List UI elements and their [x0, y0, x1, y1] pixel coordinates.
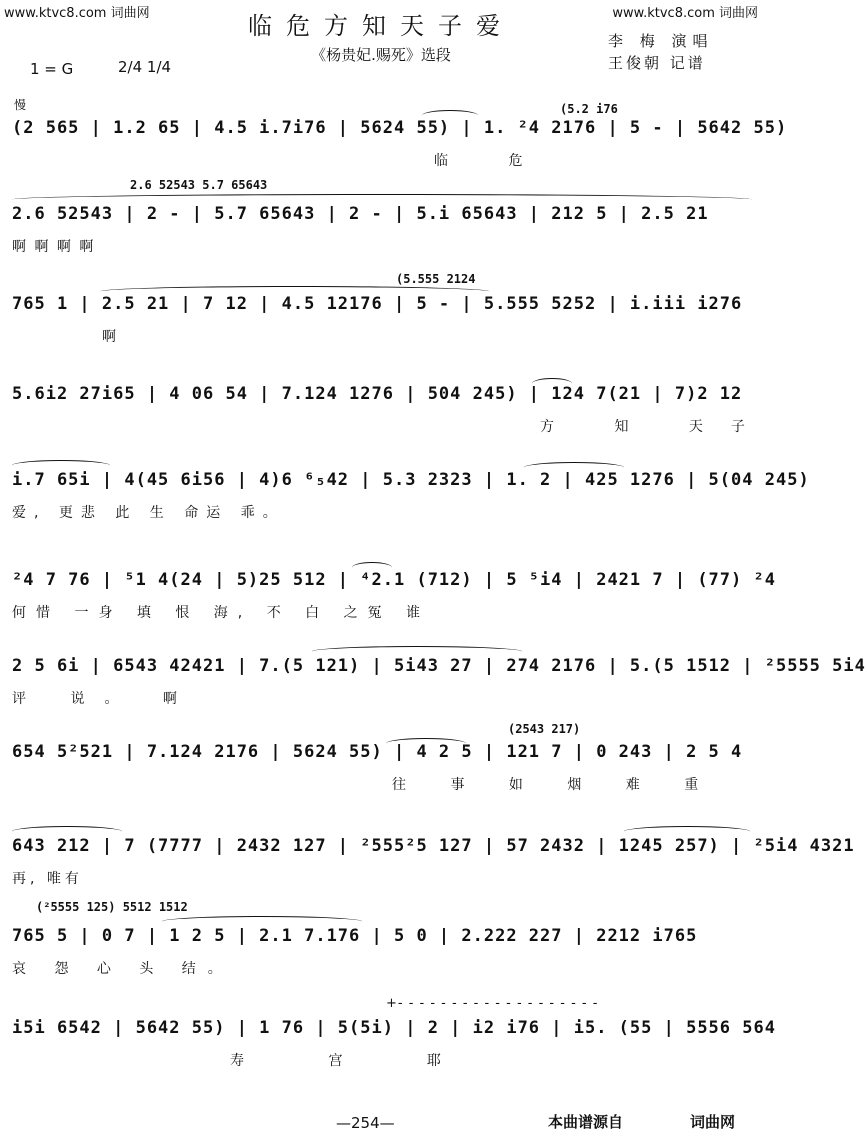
song-subtitle: 《杨贵妃.赐死》选段 — [311, 46, 451, 64]
notation-text: 5.6i2 27i65 | 4 06 54 | 7.124 1276 | 504 245) | 124 7(21 | 7)2 12 — [12, 384, 743, 404]
score-line-11 — [12, 1004, 776, 1069]
singer-credit: 李 梅 演唱 — [608, 32, 714, 50]
time-signature: 2/4 1/4 — [118, 58, 172, 76]
lyrics-text: 往 事 如 烟 难 重 — [392, 777, 719, 793]
key-signature: 1 = G — [30, 60, 74, 78]
score-line-7 — [12, 642, 866, 707]
source-site: 词曲网 — [690, 1113, 736, 1131]
lyrics-text: 方 知 天子 — [540, 419, 773, 435]
lyrics-text: 哀 怨 心 头 结。 — [12, 961, 234, 977]
lyrics-text: 临 危 — [434, 153, 551, 169]
source-note: 本曲谱源自 — [548, 1113, 624, 1131]
grace-notes: (5.2 i76 — [560, 102, 618, 116]
site-watermark-right: www.ktvc8.com 词曲网 — [612, 6, 758, 21]
grace-notes: (²5555 125) 5512 1512 — [36, 900, 188, 914]
score-line-2 — [12, 178, 754, 255]
lyrics-text: 啊 啊 啊 啊 — [12, 239, 96, 255]
score-line-1 — [12, 102, 788, 169]
grace-notes: (2543 217) — [508, 722, 581, 736]
site-watermark-left: www.ktvc8.com 词曲网 — [4, 6, 150, 21]
notation-text: ²4 7 76 | ⁵1 4(24 | 5)25 512 | ⁴2.1 (712) | 5 ⁵i4 | 2421 7 | (77) ²4 — [12, 570, 776, 590]
lyrics-text: 爱, 更悲 此 生 命运 乖。 — [12, 505, 285, 521]
notator-credit: 王俊朝 记谱 — [608, 54, 706, 72]
lyrics-text: 再, 唯有 — [12, 871, 83, 887]
score-line-6 — [12, 556, 776, 621]
song-title: 临危方知天子爱 — [248, 12, 514, 40]
page-number: —254— — [336, 1114, 395, 1132]
grace-notes: (5.555 2124 — [396, 272, 476, 286]
notation-text: i5i 6542 | 5642 55) | 1 76 | 5(5i) | 2 | i2 i76 | i5. (55 | 5556 564 — [12, 1018, 776, 1038]
score-line-5 — [12, 456, 810, 521]
notation-text: 643 212 | 7 (7777 | 2432 127 | ²555²5 127 | 57 2432 | 1245 257) | ²5i4 4321 — [12, 836, 855, 856]
notation-text: 2 5 6i | 6543 42421 | 7.(5 121) | 5i43 27 | 274 2176 | 5.(5 1512 | ²5555 5i4 — [12, 656, 866, 676]
lyrics-text: 寿 宫 耶 — [230, 1053, 481, 1069]
lyrics-text: 啊 — [102, 329, 118, 345]
notation-text: (2 565 | 1.2 65 | 4.5 i.7i76 | 5624 55) | 1. ²4 2176 | 5 - | 5642 55) — [12, 118, 788, 138]
notation-text: 2.6 52543 | 2 - | 5.7 65643 | 2 - | 5.i 65643 | 212 5 | 2.5 21 — [12, 204, 709, 224]
score-line-3 — [12, 272, 754, 345]
lyrics-text: 何惜 一身 填 恨 海, 不 白 之冤 谁 — [12, 605, 431, 621]
score-line-8 — [12, 722, 754, 793]
notation-text: 765 1 | 2.5 21 | 7 12 | 4.5 12176 | 5 - | 5.555 5252 | i.iii i276 — [12, 294, 743, 314]
score-line-4 — [12, 370, 773, 435]
tempo-dash-line: +- - - - - - - - - - - - - - - - - - - — [386, 996, 599, 1011]
grace-notes: 2.6 52543 5.7 65643 — [130, 178, 268, 192]
score-line-10 — [12, 900, 754, 977]
notation-text: 654 5²521 | 7.124 2176 | 5624 55) | 4 2 5 | 121 7 | 0 243 | 2 5 4 — [12, 742, 743, 762]
notation-text: i.7 65i | 4(45 6i56 | 4)6 ⁶₅42 | 5.3 2323 | 1. 2 | 425 1276 | 5(04 245) — [12, 470, 810, 490]
tempo-mark: 慢 — [14, 98, 27, 112]
notation-text: 765 5 | 0 7 | 1 2 5 | 2.1 7.176 | 5 0 | 2.222 227 | 2212 i765 — [12, 926, 698, 946]
lyrics-text: 评 说。 啊 — [12, 691, 197, 707]
score-line-9 — [12, 822, 855, 887]
